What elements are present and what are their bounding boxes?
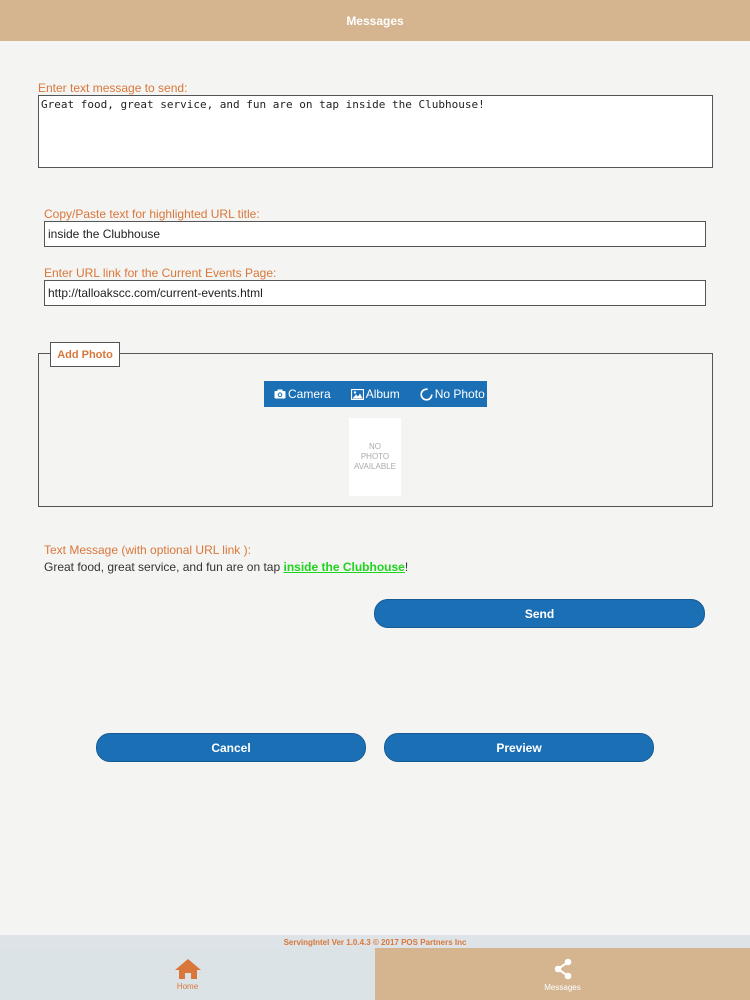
home-icon <box>174 958 202 980</box>
placeholder-text-line: NO <box>368 442 381 451</box>
add-photo-button[interactable]: Add Photo <box>50 342 120 367</box>
url-link-input[interactable] <box>44 280 706 306</box>
preview-text-after: ! <box>404 560 409 574</box>
url-title-input[interactable] <box>44 221 706 247</box>
no-photo-label: No Photo <box>434 387 485 401</box>
preview-label: Text Message (with optional URL link ): <box>44 543 251 557</box>
send-button[interactable]: Send <box>374 599 705 628</box>
album-button[interactable] <box>351 387 400 401</box>
album-icon <box>351 389 364 400</box>
tab-messages[interactable] <box>375 948 750 1000</box>
no-photo-icon <box>420 388 433 401</box>
no-photo-placeholder-image <box>349 418 401 496</box>
preview-url-link[interactable]: inside the Clubhouse <box>283 560 405 574</box>
page-title: Messages <box>346 13 404 28</box>
message-textarea[interactable] <box>38 95 713 168</box>
preview-text-before: Great food, great service, and fun are on tap <box>44 560 284 574</box>
placeholder-text-line: AVAILABLE <box>354 462 396 471</box>
camera-label: Camera <box>288 387 331 401</box>
bottom-tab-bar <box>0 948 750 1000</box>
camera-icon <box>274 389 286 399</box>
version-footer: ServingIntel Ver 1.0.4.3 © 2017 POS Partners Inc <box>0 935 750 949</box>
url-title-label: Copy/Paste text for highlighted URL title: <box>44 207 260 221</box>
message-preview <box>44 560 408 574</box>
album-label: Album <box>365 387 400 401</box>
tab-home-label: Home <box>176 981 199 991</box>
share-icon <box>551 957 575 981</box>
url-link-label: Enter URL link for the Current Events Page: <box>44 266 277 280</box>
camera-button[interactable] <box>274 387 331 401</box>
tab-messages-label: Messages <box>544 982 581 992</box>
tab-home[interactable] <box>0 948 375 1000</box>
preview-button[interactable]: Preview <box>384 733 654 762</box>
photo-source-segmented-control <box>264 381 487 407</box>
no-photo-button[interactable] <box>420 387 485 401</box>
message-label: Enter text message to send: <box>38 81 188 95</box>
placeholder-text-line: PHOTO <box>360 452 390 461</box>
header-bar <box>0 0 750 41</box>
cancel-button[interactable]: Cancel <box>96 733 366 762</box>
